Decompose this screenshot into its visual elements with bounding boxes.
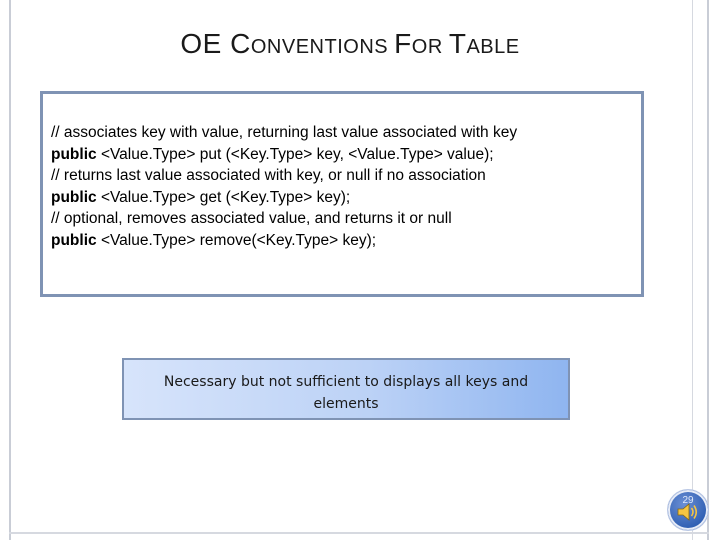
note-box [122,358,570,420]
title-part: OE [180,28,231,59]
code-box [40,91,644,297]
code-comment-line: // returns last value associated with key, or null if no association [51,167,486,184]
speaker-icon [676,501,700,523]
note-text: Necessary but not sufficient to displays all keys and elements [163,374,529,412]
code-text: <Value.Type> get (<Key.Type> key); [96,188,351,206]
slide-title [120,28,580,60]
code-line [51,144,517,166]
code-keyword: public [51,231,97,249]
title-part: C [230,28,251,59]
title-part: OR [411,36,449,58]
code-text: <Value.Type> put (<Key.Type> key, <Value.Type> value); [96,145,494,163]
slide-frame-right-inner [692,0,693,540]
title-part: ABLE [466,36,520,58]
code-lines [51,122,517,251]
code-line [51,187,517,209]
slide-frame-right-outer [707,0,709,540]
title-part: ONVENTIONS [250,36,395,58]
code-line [51,230,517,252]
sound-button[interactable] [667,489,709,531]
title-part: F [394,28,412,59]
slide-frame-bottom [9,532,709,534]
code-comment-line: // optional, removes associated value, and returns it or null [51,210,452,227]
slide-frame-left [9,0,11,540]
code-keyword: public [51,145,97,163]
code-keyword: public [51,188,97,206]
title-part: T [448,28,467,59]
page-number: 29 [682,495,694,506]
code-text: <Value.Type> remove(<Key.Type> key); [96,231,377,249]
code-comment-line: // associates key with value, returning last value associated with key [51,124,518,141]
